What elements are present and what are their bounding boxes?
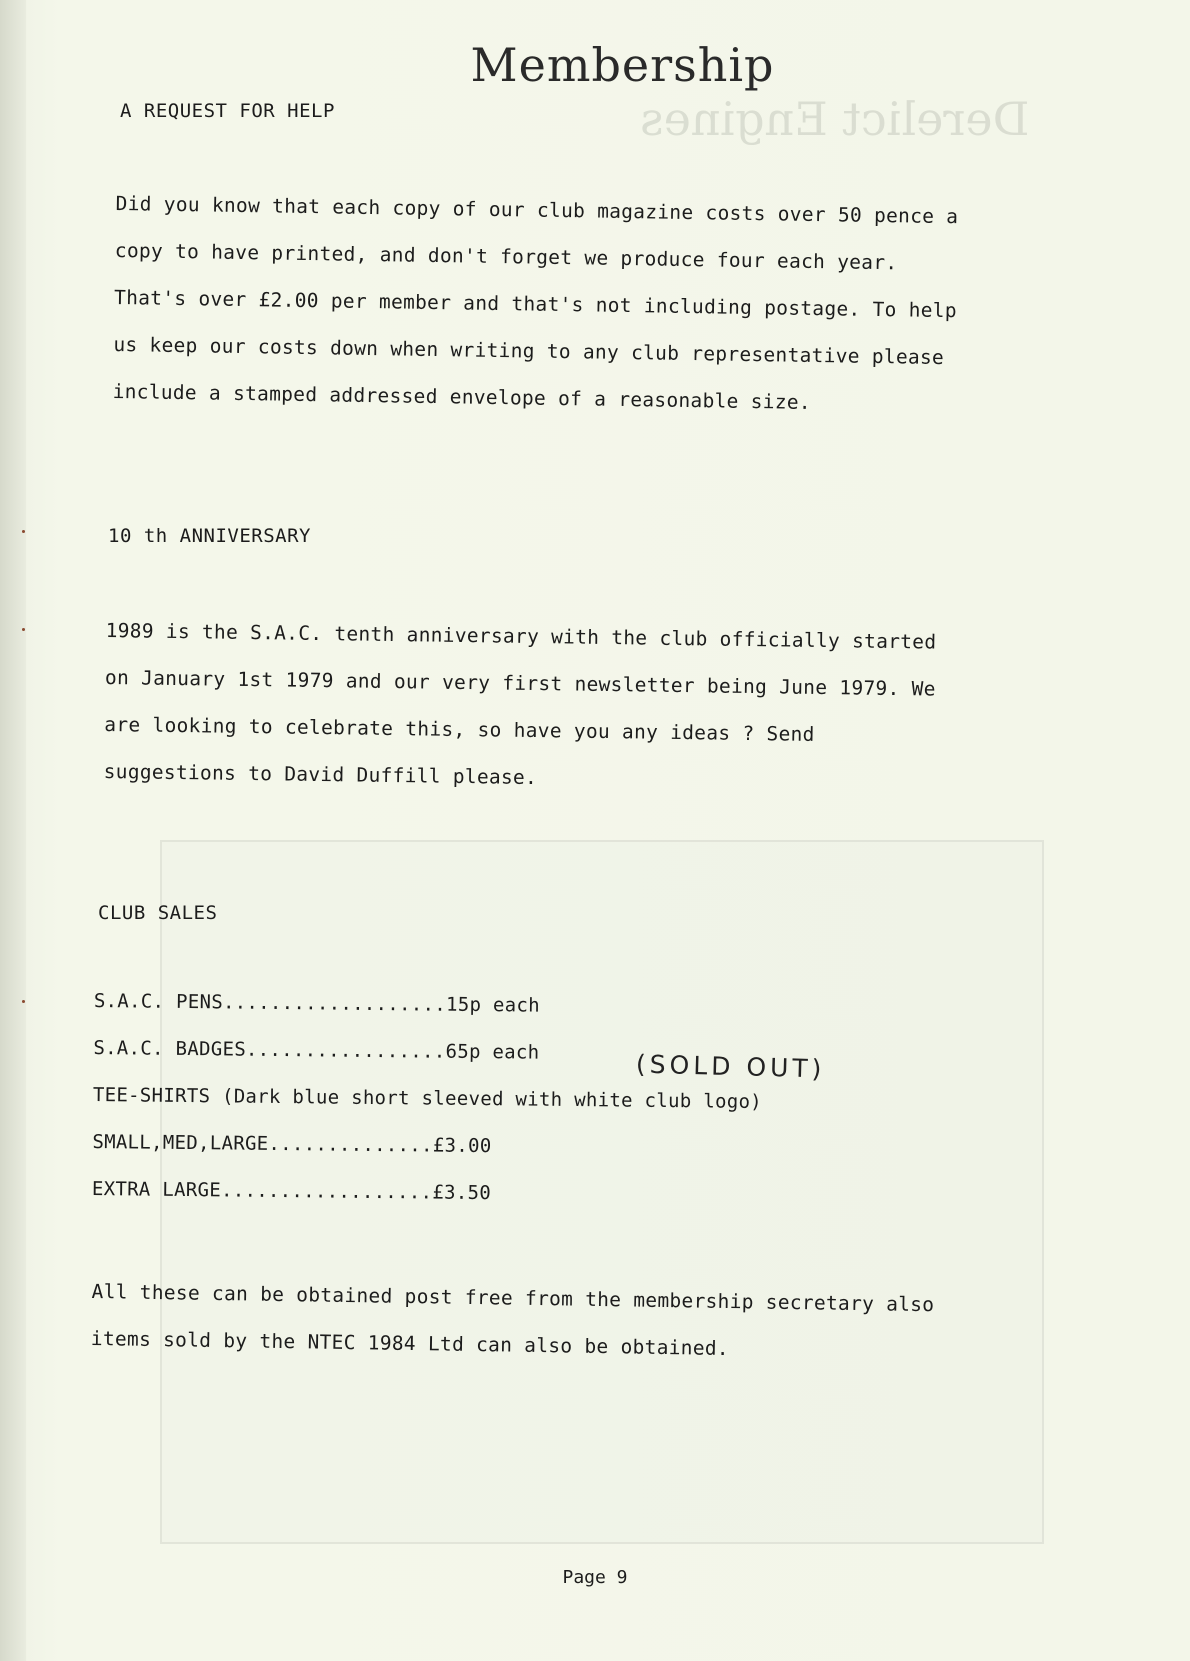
section-heading-anniversary: 10 th ANNIVERSARY xyxy=(108,525,311,547)
paragraph-line: 1989 is the S.A.C. tenth anniversary with the club officially started xyxy=(105,618,937,654)
show-through-text: Derelict Engines xyxy=(640,92,1030,146)
sales-item xyxy=(92,1178,762,1232)
sales-item-label: S.A.C. PENS................... xyxy=(93,990,447,1016)
paragraph-line: suggestions to David Duffill please. xyxy=(103,759,538,790)
sales-footer-paragraph xyxy=(91,1268,1092,1378)
sales-item-label: S.A.C. BADGES................. xyxy=(93,1036,446,1063)
sales-item xyxy=(92,1131,762,1185)
binding-mark xyxy=(22,1000,25,1003)
anniversary-paragraph xyxy=(103,607,1092,809)
binding-mark xyxy=(22,628,25,631)
paragraph-line: include a stamped addressed envelope of a reasonable size. xyxy=(112,379,812,414)
sales-list xyxy=(92,990,764,1232)
section-heading-sales: CLUB SALES xyxy=(98,902,218,924)
paragraph-line: All these can be obtained post free from the membership secretary also xyxy=(91,1279,935,1317)
page-number: Page 9 xyxy=(562,1567,628,1588)
paragraph-line: us keep our costs down when writing to any club representative please xyxy=(113,332,945,370)
page-title: Membership xyxy=(470,38,775,92)
sales-item-label: EXTRA LARGE.................. xyxy=(91,1177,433,1204)
paragraph-line: items sold by the NTEC 1984 Ltd can also be obtained. xyxy=(90,1326,730,1361)
paragraph-line: Did you know that each copy of our club magazine costs over 50 pence a xyxy=(115,191,959,229)
sales-item-price: £3.50 xyxy=(432,1181,492,1205)
sold-out-note: (SOLD OUT) xyxy=(635,1049,826,1084)
sales-item-label: TEE-SHIRTS (Dark blue short sleeved with white club logo) xyxy=(92,1083,763,1114)
request-paragraph xyxy=(112,180,1102,430)
binding-mark xyxy=(22,530,25,533)
section-heading-request: A REQUEST FOR HELP xyxy=(120,100,335,122)
sales-item-label: SMALL,MED,LARGE.............. xyxy=(92,1130,433,1157)
paragraph-line: That's over £2.00 per member and that's not including postage. To help xyxy=(113,285,958,323)
sales-item-price: £3.00 xyxy=(432,1134,492,1158)
sales-item xyxy=(93,1084,763,1138)
sales-item-price: 65p each xyxy=(445,1040,540,1064)
sales-item xyxy=(94,990,764,1044)
paragraph-line: are looking to celebrate this, so have you any ideas ? Send xyxy=(104,712,815,746)
sales-item-price: 15p each xyxy=(445,993,541,1017)
paragraph-line: on January 1st 1979 and our very first newsletter being June 1979. We xyxy=(104,665,936,701)
paragraph-line: copy to have printed, and don't forget we produce four each year. xyxy=(114,238,898,275)
page-spine xyxy=(0,0,26,1661)
